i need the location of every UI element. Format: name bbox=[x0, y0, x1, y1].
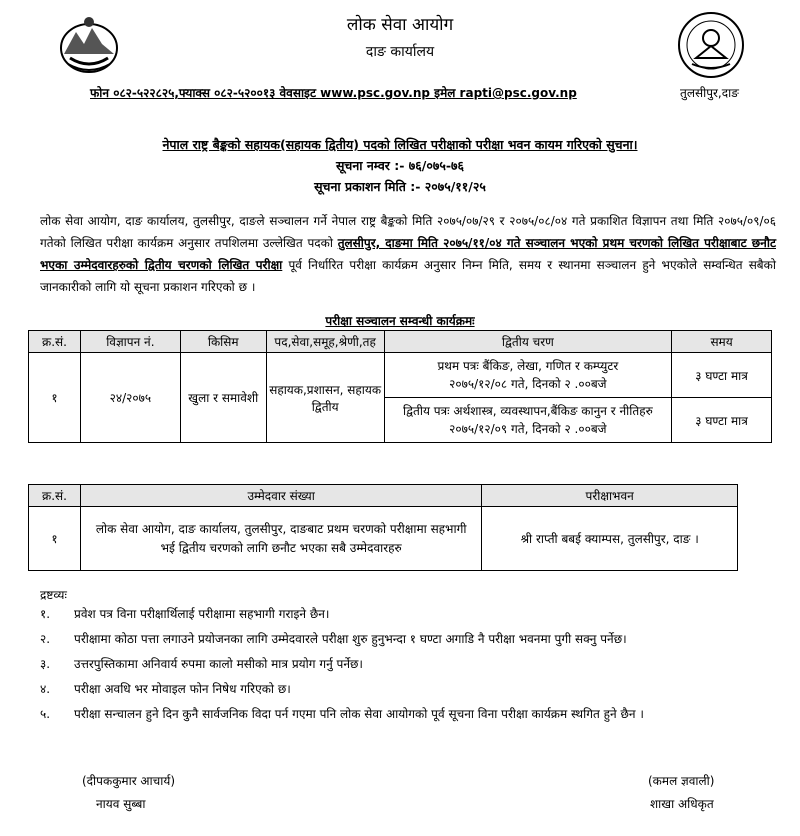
paper-1-duration: ३ घण्टा मात्र bbox=[672, 353, 772, 398]
paper-2-duration: ३ घण्टा मात्र bbox=[672, 398, 772, 443]
notice-date: सूचना प्रकाशन मिति :- २०७५/११/२५ bbox=[314, 179, 486, 194]
table-row bbox=[29, 507, 738, 571]
note-number: ४. bbox=[40, 682, 51, 696]
note-text: प्रवेश पत्र विना परीक्षार्थिलाई परीक्षामा सहभागी गराइने छैन। bbox=[74, 607, 330, 621]
notice-paragraph bbox=[40, 210, 776, 298]
post-detail: सहायक,प्रशासन, सहायक द्वितीय bbox=[266, 353, 384, 443]
list-item bbox=[40, 654, 770, 679]
candidate-description: लोक सेवा आयोग, दाङ कार्यालय, तुलसीपुर, दाङबाट प्रथम चरणको परीक्षामा सहभागी भई द्वितीय चरणको लागि छनौट भएका सबै उम्मेदवारहरु bbox=[80, 507, 481, 571]
list-item bbox=[40, 604, 770, 629]
serial-number: १ bbox=[29, 353, 81, 443]
note-text: परीक्षा अवधि भर मोवाइल फोन निषेध गरिएको छ। bbox=[74, 682, 291, 696]
paragraph-text: लोक सेवा आयोग, दाङ कार्यालय, तुलसीपुर, दाङले सञ्चालन गर्ने नेपाल राष्ट्र बैङ्कको मिति २०७५/०७/२९ र २०७५/०८/०४ गते प्रकाशित विज्ञापन तथा मिति २०७५/०९/०६ गतेको लिखित परीक्षा कार्यक्रम अनुसार तपशिलमा उल्लेखित पदको bbox=[40, 214, 776, 250]
note-number: ५. bbox=[40, 707, 51, 721]
psc-seal-icon bbox=[676, 10, 746, 80]
paper-2-date: २०७५/१२/०९ गते, दिनको २ .००बजे bbox=[449, 422, 607, 436]
contact-line bbox=[90, 84, 739, 101]
schedule-table bbox=[28, 330, 772, 443]
paper-2-name: द्वितीय पत्रः अर्थशास्त्र, व्यवस्थापन,बैंकिङ कानुन र नीतिहरु bbox=[403, 404, 653, 418]
office-name: दाङ कार्यालय bbox=[365, 44, 435, 60]
signatory-left-name: (दीपककुमार आचार्य) bbox=[82, 774, 176, 788]
paragraph-text-end: पूर्व निर्धारित परीक्षा कार्यक्रम अनुसार निम्न मिति, समय र स्थानमा सञ्चालन हुने भएकोले सम्वन्धित सबैको जानकारीको लागि यो सूचना प्रकाशन गरिएको छ । bbox=[40, 258, 776, 294]
col-header: क्र.सं. bbox=[29, 485, 81, 507]
notice-title: नेपाल राष्ट्र बैङ्कको सहायक(सहायक द्वितीय) पदको लिखित परीक्षाको परीक्षा भवन कायम गरिएको सुचना। bbox=[162, 137, 638, 152]
paper-1-cell bbox=[384, 353, 672, 398]
notes-heading: द्रष्टव्यः bbox=[40, 588, 67, 602]
letterhead bbox=[0, 0, 800, 110]
paper-1-date: २०७५/१२/०८ गते, दिनको २ .००बजे bbox=[449, 377, 607, 391]
list-item bbox=[40, 629, 770, 654]
exam-type: खुला र समावेशी bbox=[180, 353, 266, 443]
exam-hall: श्री राप्ती बबई क्याम्पस, तुलसीपुर, दाङ । bbox=[482, 507, 738, 571]
note-text: परीक्षा सन्चालन हुने दिन कुनै सार्वजनिक विदा पर्न गएमा पनि लोक सेवा आयोगको पूर्व सूचना विना परीक्षा कार्यक्रम स्थगित हुने छैन । bbox=[74, 707, 644, 721]
notice-number: सूचना नम्वर :- ७६/०७५-७६ bbox=[335, 158, 465, 173]
table-header-row bbox=[29, 331, 772, 353]
table-row bbox=[29, 353, 772, 398]
col-header: परीक्षाभवन bbox=[482, 485, 738, 507]
signatory-right-title: शाखा अधिकृत bbox=[650, 797, 714, 811]
col-header: समय bbox=[672, 331, 772, 353]
contact-details: फोन ०८२-५२२८२५,फ्याक्स ०८२-५२००१३ वेवसाइट www.psc.gov.np इमेल rapti@psc.gov.np bbox=[90, 86, 577, 100]
notes-list bbox=[40, 604, 770, 729]
list-item bbox=[40, 704, 770, 729]
col-header: विज्ञापन नं. bbox=[80, 331, 180, 353]
note-number: २. bbox=[40, 632, 51, 646]
note-number: १. bbox=[40, 607, 51, 621]
paragraph-highlight: तुलसीपुर, दाङमा मिति २०७५/११/०४ गते सञ्चालन भएको प्रथम चरणको लिखित परीक्षाबाट छनौट भएका उम्मेदवारहरुको द्वितीय चरणको लिखित परीक्षा bbox=[40, 236, 776, 272]
col-header: पद,सेवा,समूह,श्रेणी,तह bbox=[266, 331, 384, 353]
advertisement-number: २४/२०७५ bbox=[80, 353, 180, 443]
note-number: ३. bbox=[40, 657, 51, 671]
paper-2-cell bbox=[384, 398, 672, 443]
col-header: द्वितीय चरण bbox=[384, 331, 672, 353]
schedule-caption: परीक्षा सञ्चालन सम्वन्धी कार्यक्रमः bbox=[325, 314, 475, 328]
table-header-row bbox=[29, 485, 738, 507]
col-header: उम्मेदवार संख्या bbox=[80, 485, 481, 507]
col-header: क्र.सं. bbox=[29, 331, 81, 353]
note-text: उत्तरपुस्तिकामा अनिवार्य रुपमा कालो मसीको मात्र प्रयोग गर्नु पर्नेछ। bbox=[74, 657, 363, 671]
paper-1-name: प्रथम पत्रः बैंकिङ, लेखा, गणित र कम्प्युटर bbox=[437, 359, 619, 373]
venue-table bbox=[28, 484, 738, 571]
list-item bbox=[40, 679, 770, 704]
col-header: किसिम bbox=[180, 331, 266, 353]
note-text: परीक्षामा कोठा पत्ता लगाउने प्रयोजनका लागि उम्मेदवारले परीक्षा शुरु हुनुभन्दा १ घण्टा अगाडि नै परीक्षा भवनमा पुगी सक्नु पर्नेछ। bbox=[74, 632, 627, 646]
serial-number: १ bbox=[29, 507, 81, 571]
location: तुलसीपुर,दाङ bbox=[680, 86, 739, 100]
signatory-left-title: नायव सुब्बा bbox=[96, 797, 146, 811]
org-title: लोक सेवा आयोग bbox=[346, 15, 454, 35]
signatory-right-name: (कमल ज्ञवाली) bbox=[648, 774, 715, 788]
